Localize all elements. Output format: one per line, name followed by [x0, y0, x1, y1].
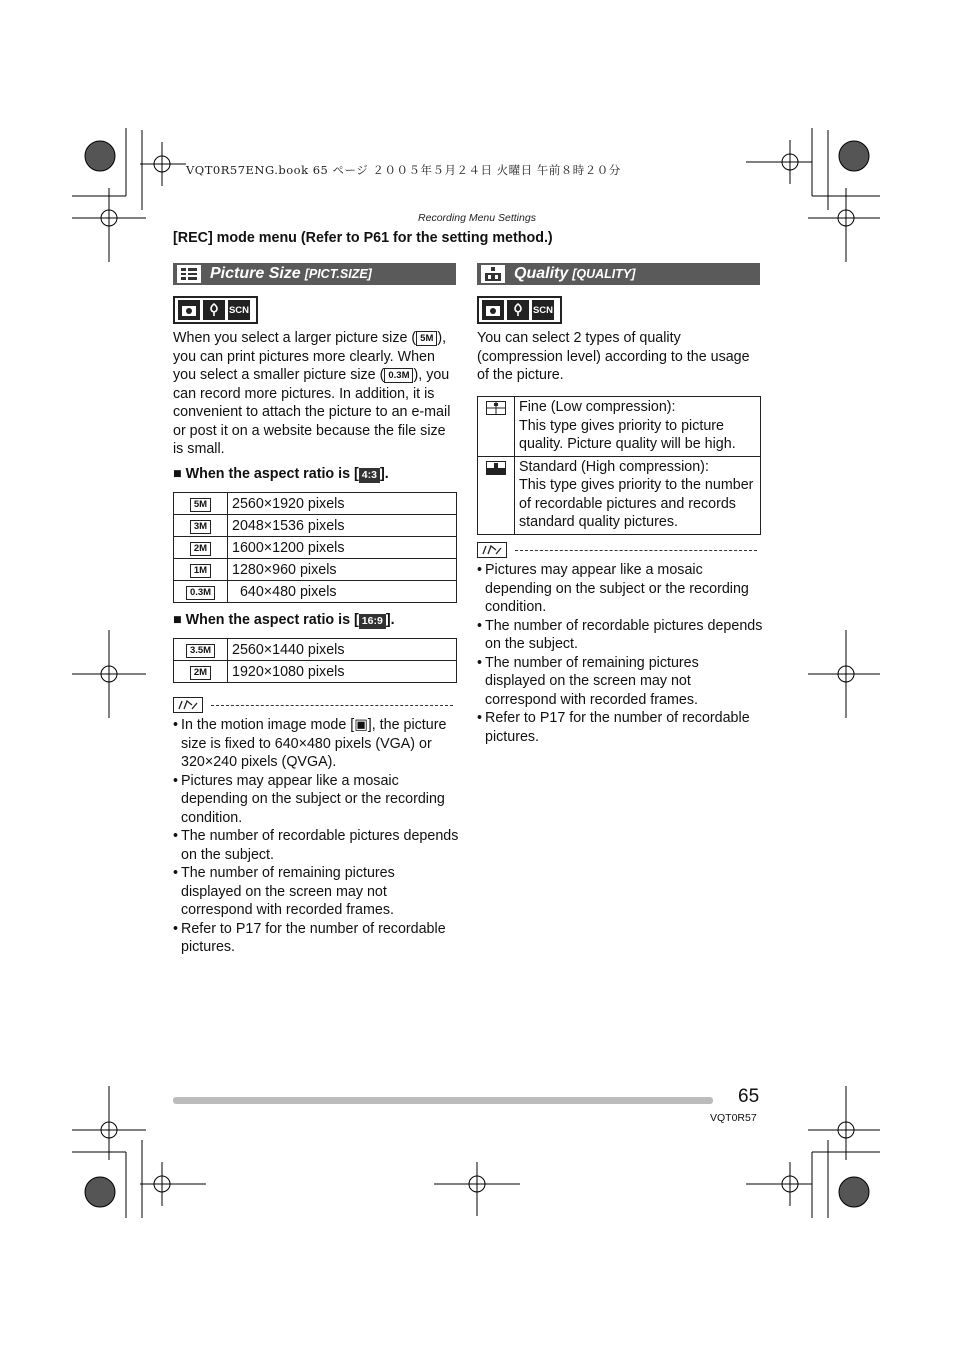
note-item: • The number of recordable pictures depends on the subject. — [477, 617, 763, 654]
macro-icon — [203, 300, 225, 320]
size-icon-cell — [174, 661, 228, 683]
section-subtitle: [PICT.SIZE] — [304, 267, 372, 281]
quality-standard-text: Standard (High compression): This type gives priority to the number of recordable pictures and records standard quality pictures. — [515, 456, 761, 534]
note-item: • Pictures may appear like a mosaic depending on the subject or the recording condition. — [477, 561, 763, 617]
table-row — [174, 493, 457, 515]
quality-row-fine — [478, 397, 761, 457]
note-item: • The number of remaining pictures displayed on the screen may not correspond with recorded frames. — [477, 654, 763, 710]
size-icon-cell — [174, 639, 228, 661]
footer-rule — [173, 1097, 713, 1104]
aspect-169-heading: ■ When the aspect ratio is [ 16:9 ]. — [173, 612, 395, 628]
aspect-43-heading: ■ When the aspect ratio is [ 4:3 ]. — [173, 466, 389, 482]
mode-availability-right — [477, 296, 562, 324]
scene-mode-icon: SCN — [228, 300, 250, 320]
size-03m-badge: 0.3M — [384, 368, 413, 383]
section-title: Picture Size — [210, 265, 301, 282]
picture-size-icon — [177, 265, 201, 283]
picture-size-intro: When you select a larger picture size ( 5M ), you can print pictures more clearly. When you select a smaller picture size ( 0.3M ), you can record more pictures. In addition, it is convenient to attach the picture to an e-mail or post it on a website because the file size is small. — [173, 330, 451, 457]
table-row — [174, 515, 457, 537]
table-row — [174, 581, 457, 603]
macro-icon — [507, 300, 529, 320]
table-row — [174, 639, 457, 661]
pixel-value: 1920×1080 pixels — [228, 661, 457, 683]
page-number: 65 — [738, 1086, 760, 1107]
camera-icon — [482, 300, 504, 320]
print-metadata: VQT0R57ENG.book 65 ページ ２００５年５月２４日 火曜日 午前８時２０分 — [186, 163, 621, 177]
quality-row-standard — [478, 456, 761, 534]
note-item: • The number of recordable pictures depends on the subject. — [173, 827, 459, 864]
notes-list-right — [477, 561, 763, 746]
note-divider-right — [477, 542, 760, 558]
section-subtitle: [QUALITY] — [572, 267, 636, 281]
picture-size-header — [173, 263, 456, 285]
size-badge: 3.5M — [186, 644, 215, 658]
size-5m-badge: 5M — [416, 331, 437, 346]
quality-header — [477, 263, 760, 285]
pixel-value: 1280×960 pixels — [228, 559, 457, 581]
note-item: • The number of remaining pictures displayed on the screen may not correspond with recorded frames. — [173, 864, 459, 920]
size-badge: 2M — [190, 666, 211, 680]
scene-mode-icon: SCN — [532, 300, 554, 320]
size-badge: 0.3M — [186, 586, 215, 600]
standard-quality-icon — [478, 456, 515, 534]
pixel-value: 2560×1440 pixels — [228, 639, 457, 661]
document-code: VQT0R57 — [710, 1112, 757, 1124]
size-badge: 2M — [190, 542, 211, 556]
mode-availability-left — [173, 296, 258, 324]
quality-icon — [481, 265, 505, 283]
aspect-43-badge: 4:3 — [359, 468, 380, 483]
size-icon-cell — [174, 515, 228, 537]
note-divider-left — [173, 697, 456, 713]
size-table-43 — [173, 492, 457, 603]
quality-table — [477, 396, 761, 535]
size-badge: 3M — [190, 520, 211, 534]
size-table-169 — [173, 638, 457, 683]
note-item: • Refer to P17 for the number of recordable pictures. — [477, 709, 763, 746]
section-title: Quality — [514, 265, 569, 282]
quality-fine-text: Fine (Low compression): This type gives priority to picture quality. Picture quality will be high. — [515, 397, 761, 457]
fine-quality-icon — [478, 397, 515, 457]
running-head: Recording Menu Settings — [418, 212, 536, 224]
size-icon-cell — [174, 581, 228, 603]
table-row — [174, 559, 457, 581]
size-icon-cell — [174, 537, 228, 559]
pixel-value: 640×480 pixels — [228, 581, 457, 603]
size-icon-cell — [174, 559, 228, 581]
quality-intro: You can select 2 types of quality (compression level) according to the usage of the picture. — [477, 330, 750, 383]
note-icon — [173, 697, 203, 713]
rec-menu-title: [REC] mode menu (Refer to P61 for the setting method.) — [173, 230, 553, 246]
notes-list-left — [173, 716, 459, 957]
table-row — [174, 661, 457, 683]
pixel-value: 2560×1920 pixels — [228, 493, 457, 515]
pixel-value: 2048×1536 pixels — [228, 515, 457, 537]
pixel-value: 1600×1200 pixels — [228, 537, 457, 559]
size-badge: 5M — [190, 498, 211, 512]
size-badge: 1M — [190, 564, 211, 578]
note-item: • Pictures may appear like a mosaic depending on the subject or the recording condition. — [173, 772, 459, 828]
aspect-169-badge: 16:9 — [359, 614, 386, 629]
note-item: • Refer to P17 for the number of recordable pictures. — [173, 920, 459, 957]
table-row — [174, 537, 457, 559]
note-item: • In the motion image mode [▣], the picture size is fixed to 640×480 pixels (VGA) or 320×240 pixels (QVGA). — [173, 716, 459, 772]
size-icon-cell — [174, 493, 228, 515]
note-icon — [477, 542, 507, 558]
camera-icon — [178, 300, 200, 320]
